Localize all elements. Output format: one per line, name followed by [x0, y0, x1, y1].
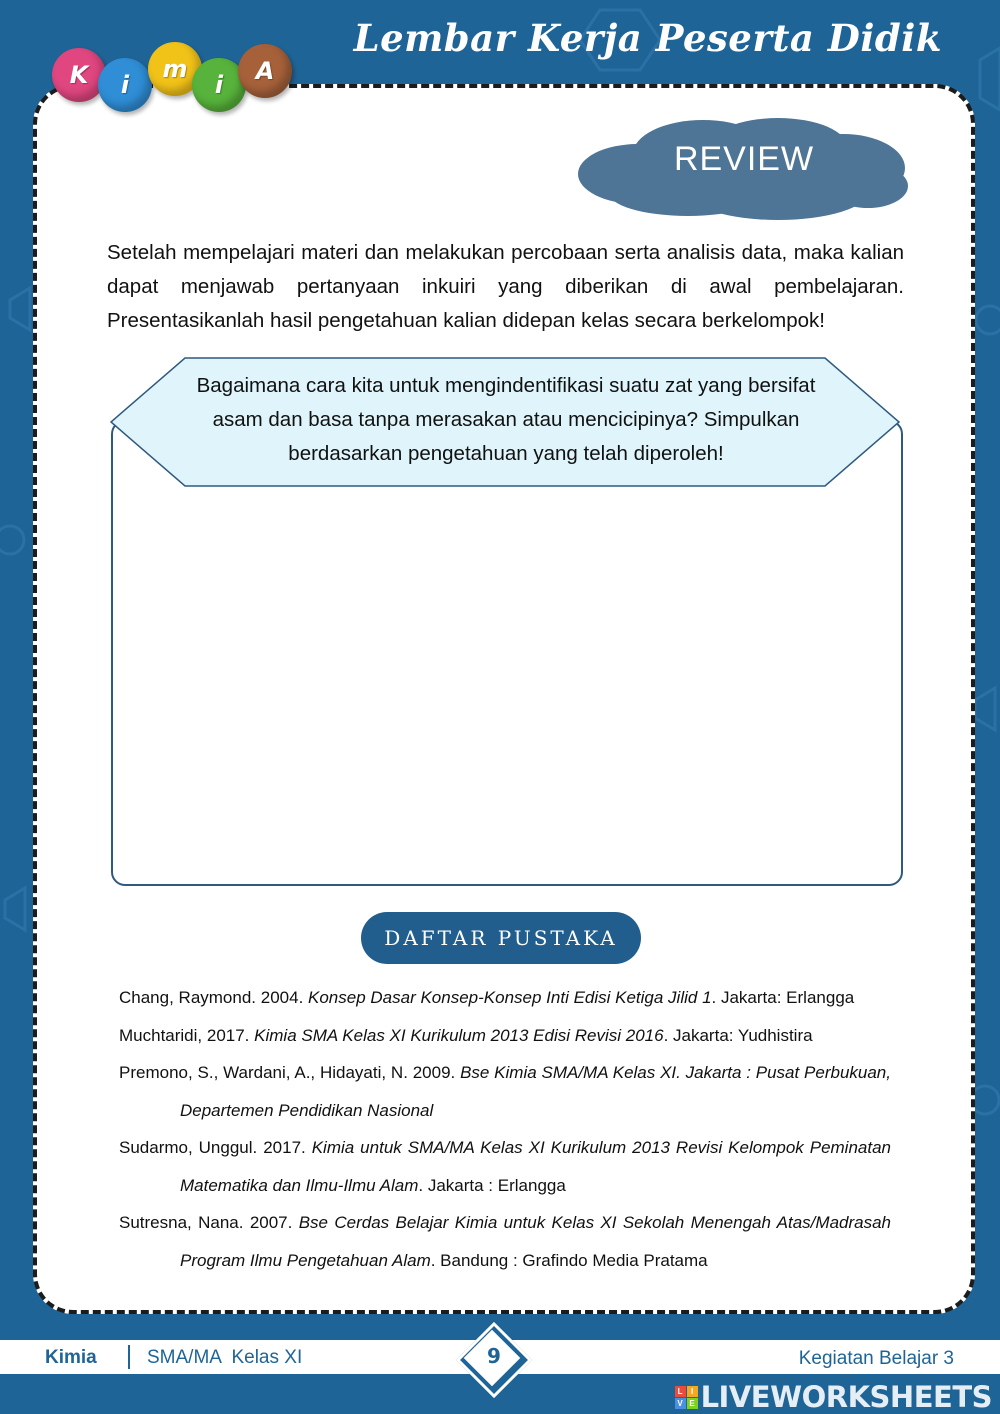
logo-cell: I: [687, 1386, 698, 1397]
liveworksheets-watermark: [675, 1380, 992, 1414]
reference-item: Chang, Raymond. 2004. Konsep Dasar Konsep-Konsep Inti Edisi Ketiga Jilid 1. Jakarta: Erlangga: [119, 988, 855, 1007]
reference-item: Premono, S., Wardani, A., Hidayati, N. 2009. Bse Kimia SMA/MA Kelas XI. Jakarta : Pusat Perbukuan, Departemen Pendidikan Nasional: [119, 1063, 891, 1120]
review-heading: REVIEW: [673, 140, 815, 178]
header-title: Lembar Kerja Peserta Didik: [353, 16, 942, 60]
logo-cell: V: [675, 1398, 686, 1409]
question-line-3: berdasarkan pengetahuan yang telah diperoleh!: [288, 442, 724, 465]
logo-ball-i1: i: [98, 58, 152, 112]
answer-box[interactable]: [111, 420, 903, 886]
logo-ball-i2: i: [192, 58, 246, 112]
footer-level: SMA/MA Kelas XI: [147, 1347, 303, 1368]
daftar-pustaka-heading: DAFTAR PUSTAKA: [361, 912, 641, 964]
reference-item: Muchtaridi, 2017. Kimia SMA Kelas XI Kurikulum 2013 Edisi Revisi 2016. Jakarta: Yudhistira: [119, 1025, 813, 1045]
logo-ball-a: A: [238, 44, 292, 98]
liveworksheets-logo-icon: [675, 1386, 698, 1409]
footer-divider: [128, 1345, 130, 1369]
kimia-logo: [52, 38, 297, 118]
logo-ball-m: m: [148, 42, 202, 96]
page-number: 9: [487, 1344, 501, 1368]
footer-subject: Kimia: [45, 1347, 97, 1368]
liveworksheets-text: LIVEWORKSHEETS: [700, 1380, 992, 1414]
reference-item: Sutresna, Nana. 2007. Bse Cerdas Belajar Kimia untuk Kelas XI Sekolah Menengah Atas/Madrasah Program Ilmu Pengetahuan Alam. Bandung : Grafindo Media Pratama: [119, 1213, 892, 1270]
question-line-2: asam dan basa tanpa merasakan atau mencicipinya? Simpulkan: [212, 408, 800, 431]
question-text: [175, 369, 837, 471]
logo-cell: E: [687, 1398, 698, 1409]
footer-section: Kegiatan Belajar 3: [798, 1348, 954, 1369]
reference-list: [119, 979, 891, 1279]
logo-cell: L: [675, 1386, 686, 1397]
reference-item: Sudarmo, Unggul. 2017. Kimia untuk SMA/MA Kelas XI Kurikulum 2013 Revisi Kelompok Peminatan Matematika dan Ilmu-Ilmu Alam. Jakarta : Erlangga: [119, 1138, 891, 1195]
question-line-1: Bagaimana cara kita untuk mengindentifikasi suatu zat yang bersifat: [196, 374, 816, 397]
logo-ball-k: K: [52, 48, 106, 102]
intro-paragraph: Setelah mempelajari materi dan melakukan percobaan serta analisis data, maka kalian dapat menjawab pertanyaan inkuiri yang diberikan di awal pembelajaran. Presentasikanlah hasil pengetahuan kalian didepan kelas secara berkelompok!: [107, 241, 904, 332]
